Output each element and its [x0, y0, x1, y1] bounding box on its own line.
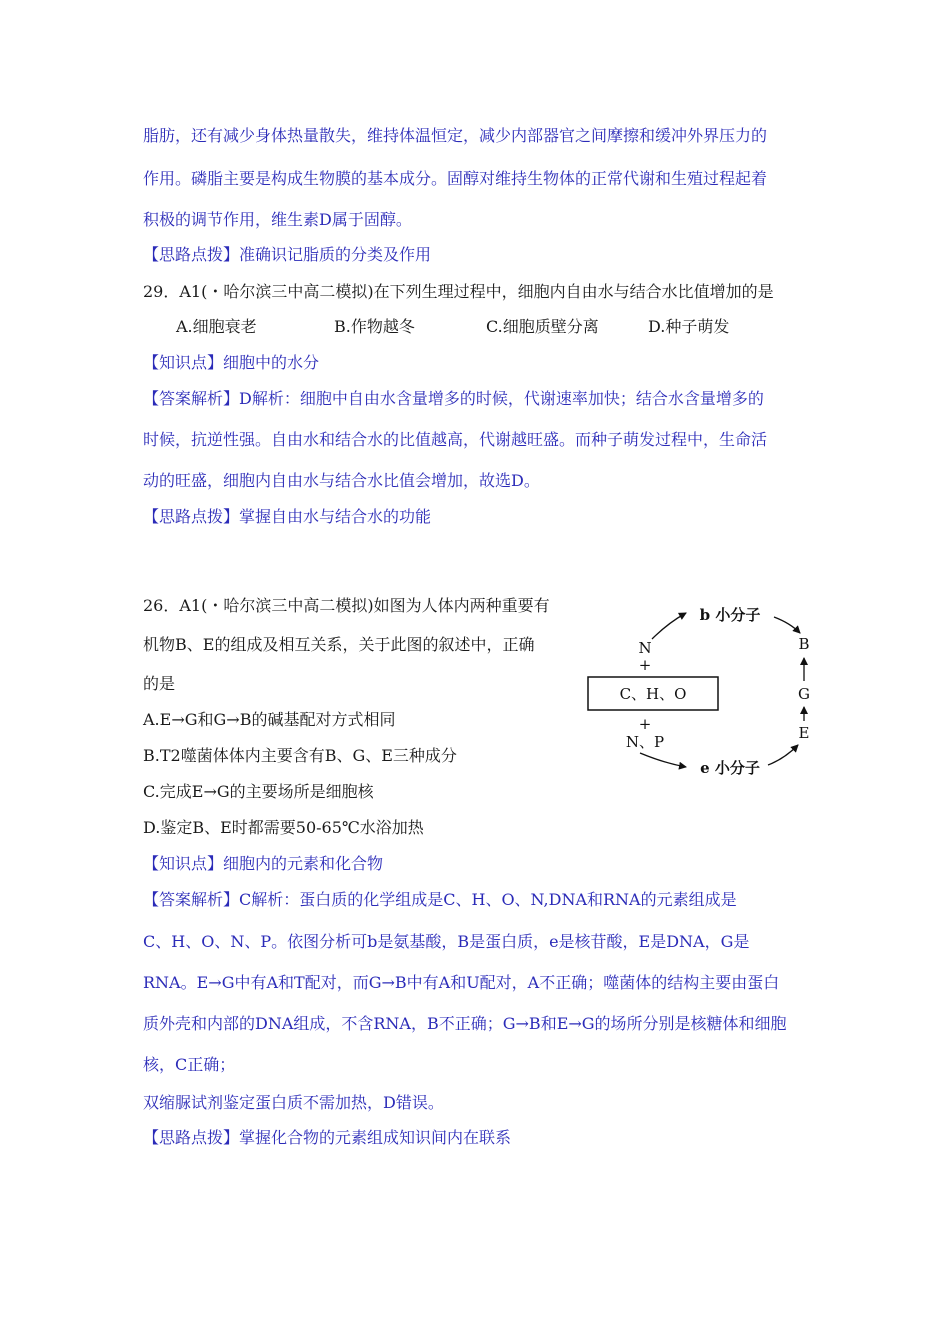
- hint-line: 【思路点拨】准确识记脂质的分类及作用: [143, 245, 432, 264]
- paragraph-line: 作用。磷脂主要是构成生物膜的基本成分。固醇对维持生物体的正常代谢和生殖过程起着: [143, 169, 768, 188]
- q26-option-c: C.完成E→G的主要场所是细胞核: [143, 782, 374, 801]
- q26-option-a: A.E→G和G→B的碱基配对方式相同: [143, 710, 396, 729]
- q29-option-c: C.细胞质壁分离: [486, 317, 599, 336]
- q26-stem-line: 的是: [143, 674, 176, 693]
- q29-answer-line: 时候，抗逆性强。自由水和结合水的比值越高，代谢越旺盛。而种子萌发过程中，生命活: [143, 430, 768, 449]
- bottom-element-label: N、P: [625, 733, 665, 751]
- paragraph-line: 积极的调节作用，维生素D属于固醇。: [143, 210, 412, 229]
- arrow-b-to-protein: [774, 617, 800, 633]
- q26-hint: 【思路点拨】掌握化合物的元素组成知识间内在联系: [143, 1128, 512, 1147]
- q26-stem-line: 机物B、E的组成及相互关系，关于此图的叙述中，正确: [143, 635, 535, 654]
- element-box-label: C、H、O: [619, 685, 687, 703]
- q26-answer-line: RNA。E→G中有A和T配对，而G→B中有A和U配对，A不正确；噬菌体的结构主要由蛋白: [143, 973, 780, 992]
- q29-hint: 【思路点拨】掌握自由水与结合水的功能: [143, 507, 432, 526]
- q26-knowledge: 【知识点】细胞内的元素和化合物: [143, 854, 384, 873]
- q26-answer-line: 质外壳和内部的DNA组成，不含RNA，B不正确；G→B和E→G的场所分别是核糖体和细胞: [143, 1014, 787, 1033]
- q29-knowledge: 【知识点】细胞中的水分: [143, 353, 320, 372]
- paragraph-line: 脂肪，还有减少身体热量散失，维持体温恒定，减少内部器官之间摩擦和缓冲外界压力的: [143, 126, 768, 145]
- q26-stem-line: 26．A1(・哈尔滨三中高二模拟)如图为人体内两种重要有: [143, 596, 550, 615]
- e-small-molecule-label: e 小分子: [700, 759, 760, 777]
- q26-answer-line: 双缩脲试剂鉴定蛋白质不需加热，D错误。: [143, 1093, 444, 1112]
- node-g-label: G: [798, 685, 810, 703]
- q29-answer-line: 动的旺盛，细胞内自由水与结合水比值会增加，故选D。: [143, 471, 540, 490]
- q29-option-d: D.种子萌发: [648, 317, 730, 336]
- compound-relationship-diagram: [578, 595, 838, 785]
- q26-option-d: D.鉴定B、E时都需要50-65℃水浴加热: [143, 818, 424, 837]
- q29-answer-line: 【答案解析】D解析：细胞中自由水含量增多的时候，代谢速率加快；结合水含量增多的: [143, 389, 764, 408]
- q26-answer-line: 核，C正确；: [143, 1055, 236, 1074]
- question-29-stem: 29．A1(・哈尔滨三中高二模拟)在下列生理过程中，细胞内自由水与结合水比值增加的是: [143, 282, 774, 301]
- arrow-e-to-dna: [768, 745, 798, 765]
- q29-option-a: A.细胞衰老: [176, 317, 257, 336]
- q29-option-b: B.作物越冬: [334, 317, 415, 336]
- q26-answer-line: C、H、O、N、P。依图分析可b是氨基酸，B是蛋白质，e是核苷酸，E是DNA，G是: [143, 932, 750, 951]
- arrow-n-to-b: [652, 613, 686, 639]
- node-e-label: E: [798, 724, 810, 742]
- arrow-np-to-e: [640, 753, 686, 767]
- node-b-label: B: [798, 635, 810, 653]
- top-element-label: N: [638, 639, 652, 657]
- q26-option-b: B.T2噬菌体体内主要含有B、G、E三种成分: [143, 746, 457, 765]
- b-small-molecule-label: b 小分子: [699, 606, 761, 624]
- bottom-plus-sign: +: [638, 715, 652, 733]
- top-plus-sign: +: [638, 656, 652, 674]
- q26-answer-line: 【答案解析】C解析：蛋白质的化学组成是C、H、O、N,DNA和RNA的元素组成是: [143, 890, 737, 909]
